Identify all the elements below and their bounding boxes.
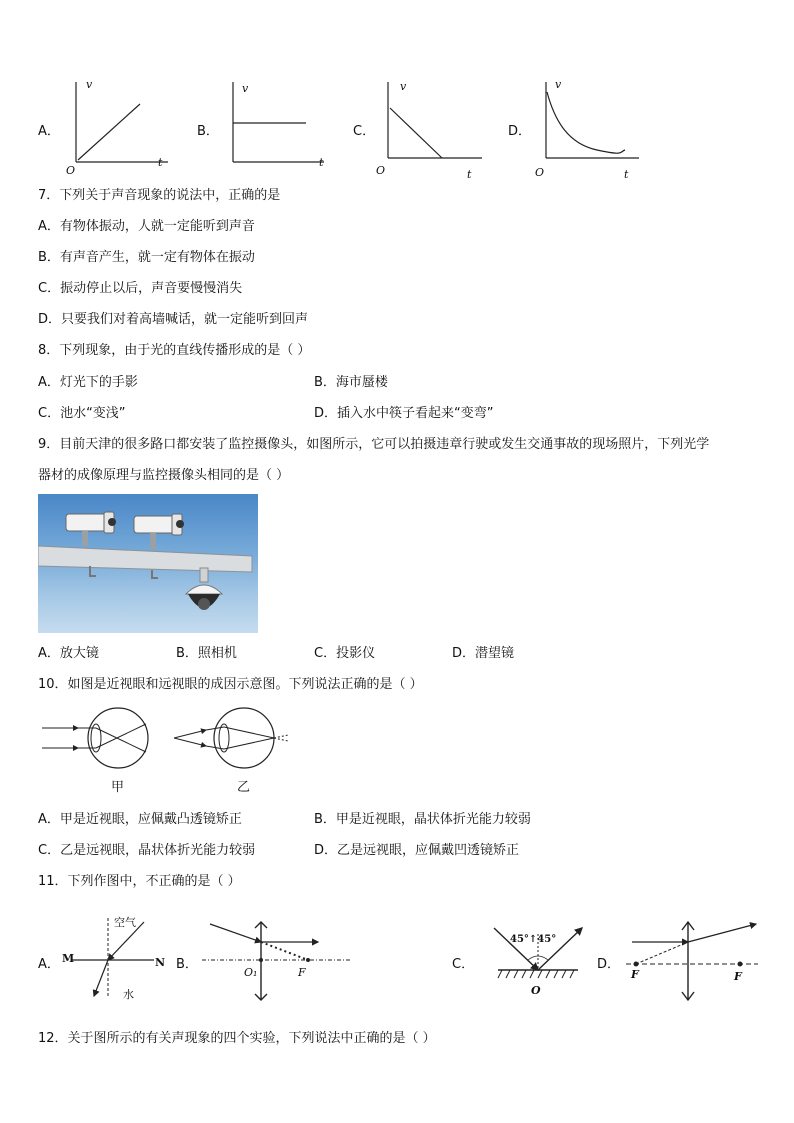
q9-option-c: C．投影仪 bbox=[314, 646, 376, 661]
q8-option-a: A．灯光下的手影 bbox=[38, 375, 138, 390]
q11-a-m: M bbox=[62, 952, 75, 965]
q11-c-o: O bbox=[531, 984, 541, 997]
q6-c-t: t bbox=[467, 168, 472, 181]
q6-option-a-label: A． bbox=[38, 124, 60, 139]
q6-option-b-label: B． bbox=[197, 124, 219, 139]
q7-option-a: A．有物体振动，人就一定能听到声音 bbox=[38, 219, 255, 234]
q6-graph-b bbox=[222, 78, 334, 178]
camera-illustration bbox=[38, 494, 258, 633]
q11-b-f: F bbox=[298, 966, 306, 979]
q6-d-t: t bbox=[624, 168, 629, 181]
q6-c-o: O bbox=[376, 164, 386, 177]
q6-graph-d bbox=[535, 78, 647, 178]
q6-a-t: t bbox=[158, 156, 163, 169]
q7-option-c: C．振动停止以后，声音要慢慢消失 bbox=[38, 281, 243, 296]
q10-option-c: C．乙是远视眼，晶状体折光能力较弱 bbox=[38, 843, 256, 858]
q11-convex-lens-diagram bbox=[622, 918, 762, 1008]
q11-option-d-label: D． bbox=[597, 957, 621, 972]
eye-label-jia: 甲 bbox=[111, 780, 125, 795]
q6-b-t: t bbox=[319, 156, 324, 169]
q11-concave-lens-diagram bbox=[200, 920, 360, 1010]
q9-stem-line2: 器材的成像原理与监控摄像头相同的是（ ） bbox=[38, 468, 290, 483]
q8-stem: 8．下列现象，由于光的直线传播形成的是（ ） bbox=[38, 343, 311, 358]
q9-option-d: D．潜望镜 bbox=[452, 646, 515, 661]
q11-d-f-right: F bbox=[734, 970, 742, 983]
q10-option-d: D．乙是远视眼，应佩戴凹透镜矫正 bbox=[314, 843, 520, 858]
q7-stem: 7．下列关于声音现象的说法中，正确的是 bbox=[38, 188, 281, 203]
q11-a-n: N bbox=[155, 956, 166, 969]
q6-option-c-label: C． bbox=[353, 124, 376, 139]
q9-stem-line1: 9．目前天津的很多路口都安装了监控摄像头，如图所示，它可以拍摄违章行驶或发生交通事故的现场照片，下列光学 bbox=[38, 437, 710, 452]
q6-option-d-label: D． bbox=[508, 124, 532, 139]
q6-graph-c bbox=[378, 78, 490, 178]
q11-c-angles: 45°↑45° bbox=[510, 934, 557, 945]
q10-option-a: A．甲是近视眼，应佩戴凸透镜矫正 bbox=[38, 812, 242, 827]
q10-stem: 10．如图是近视眼和远视眼的成因示意图。下列说法正确的是（ ） bbox=[38, 677, 423, 692]
q6-d-v: v bbox=[555, 78, 562, 91]
eye-diagram-jia bbox=[38, 708, 168, 778]
q8-option-d: D．插入水中筷子看起来“变弯” bbox=[314, 406, 494, 421]
eye-diagram-yi bbox=[170, 708, 300, 778]
q8-option-b: B．海市蜃楼 bbox=[314, 375, 388, 390]
surveillance-camera-photo bbox=[38, 494, 258, 633]
q7-option-d: D．只要我们对着高墙喊话，就一定能听到回声 bbox=[38, 312, 309, 327]
q12-stem: 12．关于图所示的有关声现象的四个实验，下列说法中正确的是（ ） bbox=[38, 1031, 436, 1046]
q9-option-a: A．放大镜 bbox=[38, 646, 99, 661]
q11-option-a-label: A． bbox=[38, 957, 60, 972]
q11-a-air: 空气 bbox=[114, 916, 136, 929]
q8-option-c: C．池水“变浅” bbox=[38, 406, 126, 421]
q6-a-o: O bbox=[66, 164, 76, 177]
q11-option-c-label: C． bbox=[452, 957, 475, 972]
q6-c-v: v bbox=[400, 80, 407, 93]
q11-a-water: 水 bbox=[123, 988, 134, 1001]
q11-b-o1: O₁ bbox=[244, 966, 258, 979]
q6-d-o: O bbox=[535, 166, 545, 179]
q11-d-f-left: F bbox=[631, 968, 639, 981]
q6-b-v: v bbox=[242, 82, 249, 95]
eye-label-yi: 乙 bbox=[237, 780, 251, 795]
q11-option-b-label: B． bbox=[176, 957, 198, 972]
q6-a-v: v bbox=[86, 78, 93, 91]
q9-option-b: B．照相机 bbox=[176, 646, 237, 661]
q11-stem: 11．下列作图中，不正确的是（ ） bbox=[38, 874, 241, 889]
q10-option-b: B．甲是近视眼，晶状体折光能力较弱 bbox=[314, 812, 531, 827]
q7-option-b: B．有声音产生，就一定有物体在振动 bbox=[38, 250, 255, 265]
